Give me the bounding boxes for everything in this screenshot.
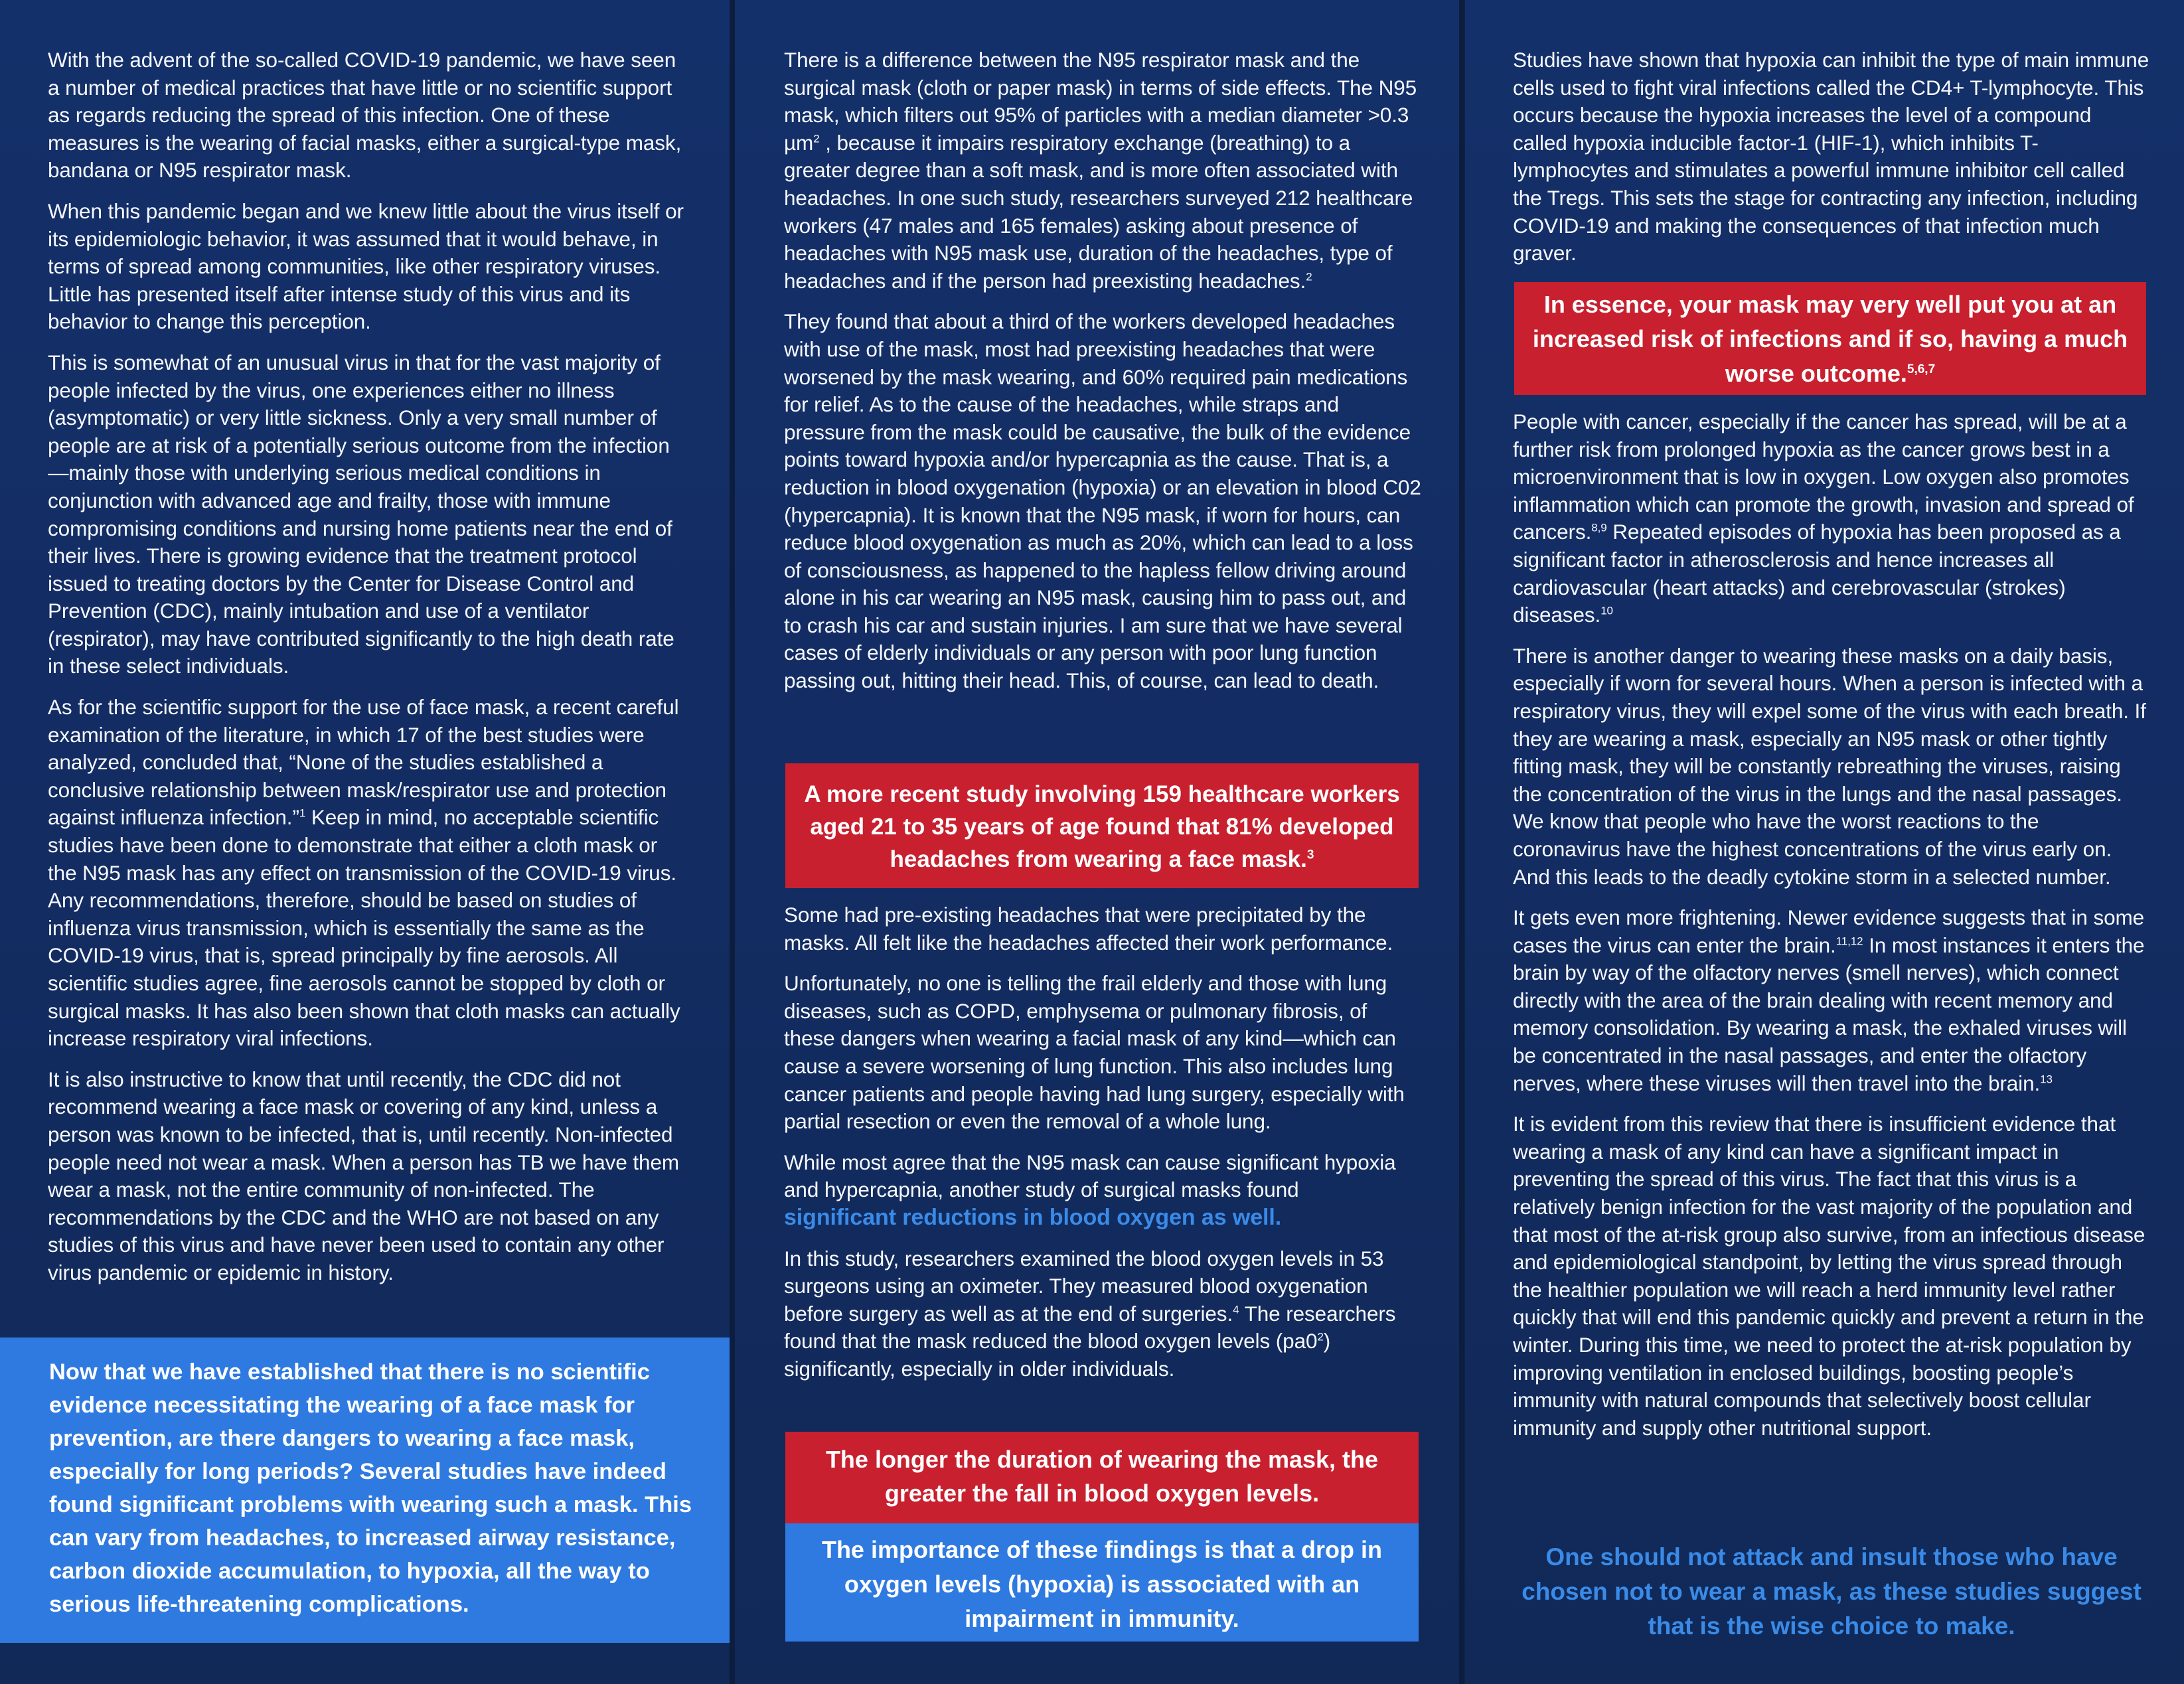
- highlight-text: significant reductions in blood oxygen as well.: [784, 1204, 1282, 1230]
- paragraph-text: The researchers found that the mask reduced the blood oxygen levels (pa0: [784, 1301, 1396, 1353]
- paragraph-text: There is a difference between the N95 respirator mask and the surgical mask (cloth or paper mask) in terms of side effects. The N95 mask, which filters out 95% of particles with a median diameter >0.3 µm: [784, 48, 1417, 155]
- paragraph: They found that about a third of the workers developed headaches with use of the mask, most had preexisting headaches that were worsened by the mask wearing, and 60% required pain medications for relief. As to the cause of the headaches, while straps and pressure from the mask could be causative, the bulk of the evidence points toward hypoxia and/or hypercapnia as the cause. That is, a reduction in blood oxygenation (hypoxia) or an elevation in blood C02 (hypercapnia). It is known that the N95 mask, if worn for hours, can reduce blood oxygenation as much as 20%, which can lead to a loss of consciousness, as happened to the hapless fellow driving around alone in his car wearing an N95 mask, causing him to pass out, and to crash his car and sustain injuries. I am sure that we have several cases of elderly individuals or any person with poor lung function passing out, hitting their head. This, of course, can lead to death.: [784, 309, 1421, 693]
- footnote-ref: 2: [1306, 270, 1312, 283]
- brochure-panel-right: [1465, 0, 2184, 1684]
- footnote-ref: 3: [1306, 848, 1314, 862]
- paragraph: [1513, 408, 2150, 629]
- panel-middle-lower-body: [784, 901, 1421, 1397]
- risk-callout: [1514, 282, 2146, 395]
- paragraph-text: ) significantly, especially in older individuals.: [784, 1329, 1331, 1381]
- dangers-callout: Now that we have established that there is no scientific evidence necessitating the wearing of a face mask for prevention, are there dangers to wearing a face mask, especially for long periods? Several studies have indeed found significant problems with wearing such a mask. This can vary from headaches, to increased airway resistance, carbon dioxide accumulation, to hypoxia, all the way to serious life-threatening complications.: [0, 1338, 730, 1643]
- paragraph: Some had pre-existing headaches that were precipitated by the masks. All felt like the headaches affected their work performance.: [784, 903, 1393, 955]
- callout-text: A more recent study involving 159 healthcare workers aged 21 to 35 years of age found that 81% developed headaches from wearing a face mask.: [804, 781, 1400, 872]
- paragraph: Unfortunately, no one is telling the frail elderly and those with lung diseases, such as COPD, emphysema or pulmonary fibrosis, of these dangers when wearing a facial mask of any kind—which can cause a severe worsening of lung function. This also includes lung cancer patients and people having had lung surgery, especially with partial resection or even the removal of a whole lung.: [784, 971, 1405, 1134]
- immunity-callout: The importance of these findings is that a drop in oxygen levels (hypoxia) is associated with an impairment in immunity.: [785, 1523, 1419, 1642]
- panel-left-body: [48, 46, 690, 1300]
- oxygen-fall-callout: The longer the duration of wearing the mask, the greater the fall in blood oxygen levels.: [785, 1432, 1419, 1523]
- callout-text: In essence, your mask may very well put you at an increased risk of infections and if so, having a much worse outcome.: [1532, 291, 2128, 387]
- footnote-ref: 8,9: [1591, 521, 1607, 534]
- paragraph: Studies have shown that hypoxia can inhibit the type of main immune cells used to fight viral infections called the CD4+ T-lymphocyte. This occurs because the hypoxia increases the level of a compound called hypoxia inducible factor-1 (HIF-1), which inhibits T-lymphocytes and stimulates a powerful immune inhibitor cell called the Tregs. This sets the stage for contracting any infection, including COVID-19 and making the consequences of that infection much graver.: [1513, 48, 2149, 266]
- footnote-ref: 4: [1233, 1303, 1239, 1316]
- footnote-ref: 13: [2040, 1073, 2053, 1086]
- paragraph: [48, 694, 690, 1053]
- paragraph-text: In this study, researchers examined the blood oxygen levels in 53 surgeons using an oximeter. They measured blood oxygenation before surgery as well as at the end of surgeries.: [784, 1246, 1384, 1326]
- paragraph-text: As for the scientific support for the use of face mask, a recent careful examination of the literature, in which 17 of the best studies were analyzed, concluded that, “None of the studies established a conclusive relationship between mask/respirator use and protection against influenza infection.”: [48, 695, 679, 830]
- footnote-ref: 11,12: [1835, 935, 1863, 948]
- footnote-ref: 10: [1600, 604, 1613, 617]
- brochure-panel-left: [0, 0, 730, 1684]
- closing-statement: One should not attack and insult those who have chosen not to wear a mask, as these studies suggest that is the wise choice to make.: [1521, 1543, 2142, 1640]
- subscript-ref: 2: [1317, 1330, 1324, 1343]
- paragraph-text: People with cancer, especially if the cancer has spread, will be at a further risk from prolonged hypoxia as the cancer grows best in a microenvironment that is low in oxygen. Low oxygen also promotes inflammation which can promote the growth, invasion and spread of cancers.: [1513, 410, 2134, 544]
- paragraph-text: It gets even more frightening. Newer evidence suggests that in some cases the virus can enter the brain.: [1513, 905, 2145, 957]
- paragraph: It is evident from this review that there is insufficient evidence that wearing a mask of any kind can have a significant impact in preventing the spread of this virus. The fact that this virus is a relatively benign infection for the vast majority of the population and that most of the at-risk group also survive, from an infectious disease and epidemiological standpoint, by letting the virus spread through the healthier population we will reach a herd immunity level rather quickly that will end this pandemic quickly and prevent a return in the winter. During this time, we need to protect the at-risk population by improving ventilation in enclosed buildings, boosting people’s immunity with natural compounds that selectively boost cellular immunity and supply other nutritional support.: [1513, 1112, 2145, 1440]
- paragraph: [784, 1149, 1421, 1232]
- paragraph: [1513, 904, 2150, 1097]
- paragraph: With the advent of the so-called COVID-19 pandemic, we have seen a number of medical practices that have little or no scientific support as regards reducing the spread of this infection. One of these measures is the wearing of facial masks, either a surgical-type mask, bandana or N95 respirator mask.: [48, 48, 682, 183]
- paragraph-text: Repeated episodes of hypoxia has been proposed as a significant factor in atherosclerosis and hence increases all cardiovascular (heart attacks) and cerebrovascular (strokes) diseases.: [1513, 520, 2121, 627]
- fold-line: [730, 0, 735, 1684]
- paragraph-text: , because it impairs respiratory exchange (breathing) to a greater degree than a soft mask, and is more often associated with headaches. In one such study, researchers surveyed 212 healthcare workers (47 males and 165 females) asking about presence of headaches with N95 mask use, duration of the headaches, type of headaches and if the person had preexisting headaches.: [784, 130, 1413, 293]
- panel-right-lower-body: [1513, 408, 2150, 1455]
- brochure-panel-middle: [735, 0, 1459, 1684]
- paragraph: It is also instructive to know that until recently, the CDC did not recommend wearing a face mask or covering of any kind, unless a person was known to be infected, that is, until recently. Non-infected people need not wear a mask. When a person has TB we have them wear a mask, not the entire community of non-infected. The recommendations by the CDC and the WHO are not based on any studies of this virus and have never been used to contain any other virus pandemic or epidemic in history.: [48, 1067, 680, 1284]
- paragraph-text: While most agree that the N95 mask can cause significant hypoxia and hypercapnia, another study of surgical masks found: [784, 1150, 1396, 1202]
- fold-line: [1459, 0, 1464, 1684]
- panel-right-body: [1513, 46, 2150, 281]
- paragraph: [784, 46, 1421, 295]
- paragraph: When this pandemic began and we knew little about the virus itself or its epidemiologic behavior, it was assumed that it would behave, in terms of spread among communities, like other respiratory viruses. Little has presented itself after intense study of this virus and its behavior to change this perception.: [48, 198, 684, 334]
- footnote-ref: 1: [299, 806, 306, 820]
- footnote-ref: 5,6,7: [1907, 362, 1936, 376]
- paragraph-text: In most instances it enters the brain by way of the olfactory nerves (smell nerves), which connect directly with the area of the brain dealing with recent memory and memory consolidation. By wearing a mask, the exhaled viruses will be concentrated in the nasal passages, and enter the olfactory nerves, where these viruses will then travel into the brain.: [1513, 933, 2145, 1095]
- paragraph: There is another danger to wearing these masks on a daily basis, especially if worn for several hours. When a person is infected with a respiratory virus, they will expel some of the virus with each breath. If they are wearing a mask, especially an N95 mask or other tightly fitting mask, they will be constantly rebreathing the viruses, raising the concentration of the virus in the lungs and the nasal passages. We know that people who have the worst reactions to the coronavirus have the highest concentrations of the virus early on. And this leads to the deadly cytokine storm in a selected number.: [1513, 643, 2146, 889]
- panel-middle-body: [784, 46, 1421, 708]
- headache-study-callout: [785, 763, 1419, 888]
- footnote-ref: 2: [813, 132, 820, 145]
- paragraph: [784, 1245, 1421, 1383]
- paragraph: This is somewhat of an unusual virus in that for the vast majority of people infected by the virus, one experiences either no illness (asymptomatic) or very little sickness. Only a very small number of people are at risk of a potentially serious outcome from the infection—mainly those with underlying serious medical conditions in conjunction with advanced age and frailty, those with immune compromising conditions and nursing home patients near the end of their lives. There is growing evidence that the treatment protocol issued to treating doctors by the Center for Disease Control and Prevention (CDC), mainly intubation and use of a ventilator (respirator), may have contributed significantly to the high death rate in these select individuals.: [48, 350, 674, 678]
- paragraph-text: Keep in mind, no acceptable scientific studies have been done to demonstrate that either a cloth mask or the N95 mask has any effect on transmission of the COVID-19 virus. Any recommendations, therefore, should be based on studies of influenza virus transmission, which is essentially the same as the COVID-19 virus, that is, spread principally by fine aerosols. All scientific studies agree, fine aerosols cannot be stopped by cloth or surgical masks. It has also been shown that cloth masks can actually increase respiratory viral infections.: [48, 805, 680, 1051]
